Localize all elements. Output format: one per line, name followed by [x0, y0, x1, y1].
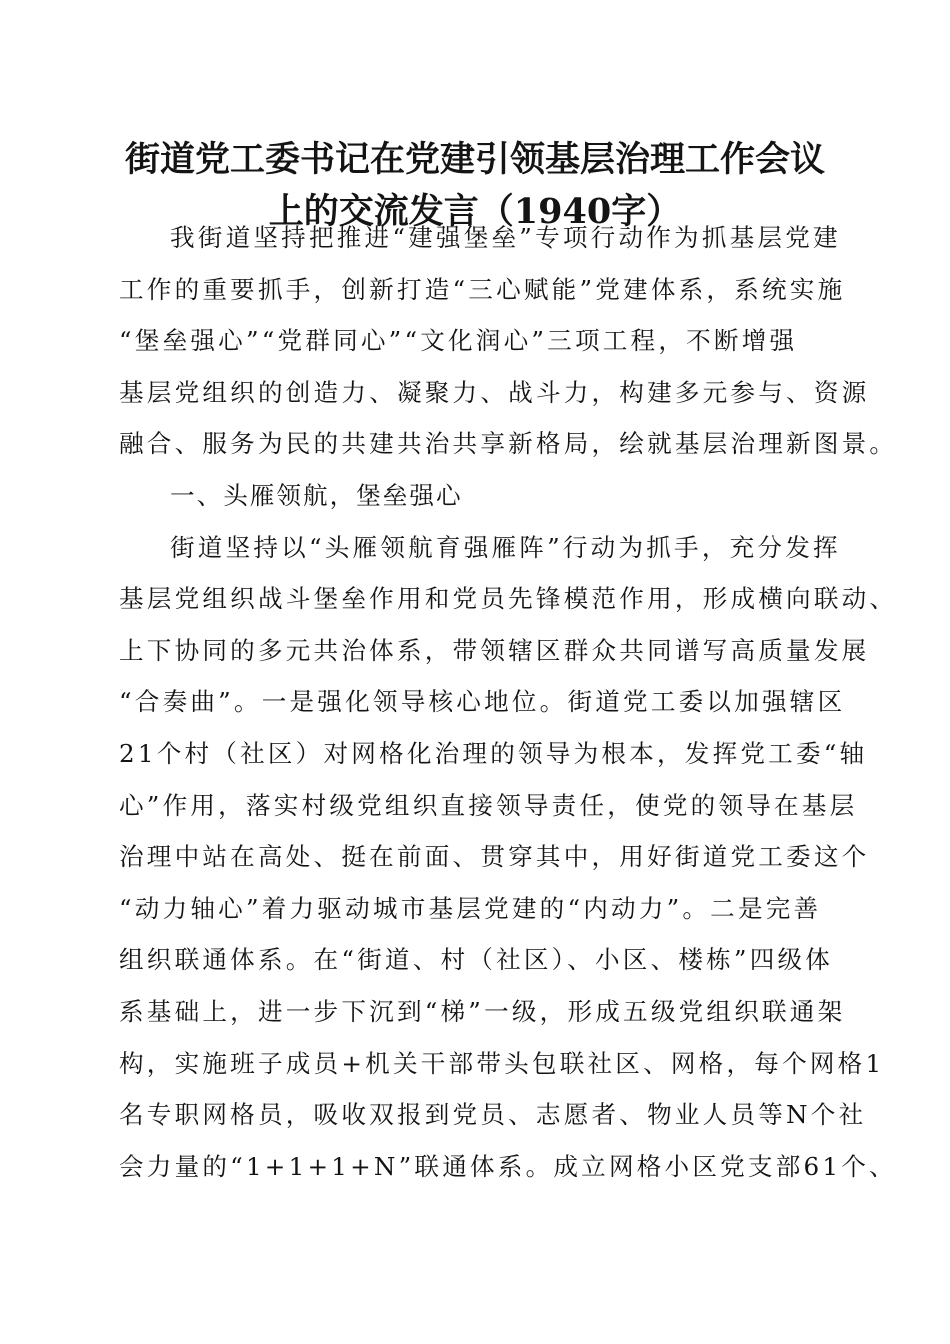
intro-line: 我街道坚持把推进“建强堡垒”专项行动作为抓基层党建	[170, 223, 841, 252]
section-line: 构，实施班子成员+机关干部带头包联社区、网格，每个网格1	[119, 1048, 885, 1078]
section-line: “动力轴心”着力驱动城市基层党建的“内动力”。二是完善	[119, 893, 822, 923]
document-body	[119, 212, 898, 1192]
section-line: 21个村（社区）对网格化治理的领导为根本，发挥党工委“轴	[119, 738, 868, 768]
intro-line: 基层党组织的创造力、凝聚力、战斗力，构建多元参与、资源	[119, 377, 870, 407]
section-line: 心”作用，落实村级党组织直接领导责任，使党的领导在基层	[119, 790, 858, 820]
section-line: 组织联通体系。在“街道、村（社区）、小区、楼栋”四级体	[119, 945, 834, 975]
section-line: 基层党组织战斗堡垒作用和党员先锋模范作用，形成横向联动、	[119, 584, 898, 614]
intro-line: 融合、服务为民的共建共治共享新格局，绘就基层治理新图景。	[119, 429, 898, 459]
title-line-2: 上的交流发言（1940字）	[268, 191, 682, 232]
section-line: 系基础上，进一步下沉到“梯”一级，形成五级党组织联通架	[119, 996, 846, 1026]
section-heading: 一、头雁领航，堡垒强心	[170, 480, 463, 510]
section-line: 会力量的“1+1+1+N”联通体系。成立网格小区党支部61个、	[119, 1151, 897, 1181]
intro-line: 工作的重要抓手，创新打造“三心赋能”党建体系，系统实施	[119, 274, 846, 304]
section-line: 治理中站在高处、挺在前面、贯穿其中，用好街道党工委这个	[119, 842, 870, 872]
section-line: 名专职网格员，吸收双报到党员、志愿者、物业人员等N个社	[119, 1100, 867, 1130]
intro-line: “堡垒强心”“党群同心”“文化润心”三项工程，不断增强	[119, 326, 798, 356]
title-line-1: 街道党工委书记在党建引领基层治理工作会议	[124, 139, 825, 180]
section-line: 街道坚持以“头雁领航育强雁阵”行动为抓手，充分发挥	[170, 532, 841, 562]
section-line: 上下协同的多元共治体系，带领辖区群众共同谱写高质量发展	[119, 635, 870, 665]
section-line: “合奏曲”。一是强化领导核心地位。街道党工委以加强辖区	[119, 687, 846, 717]
